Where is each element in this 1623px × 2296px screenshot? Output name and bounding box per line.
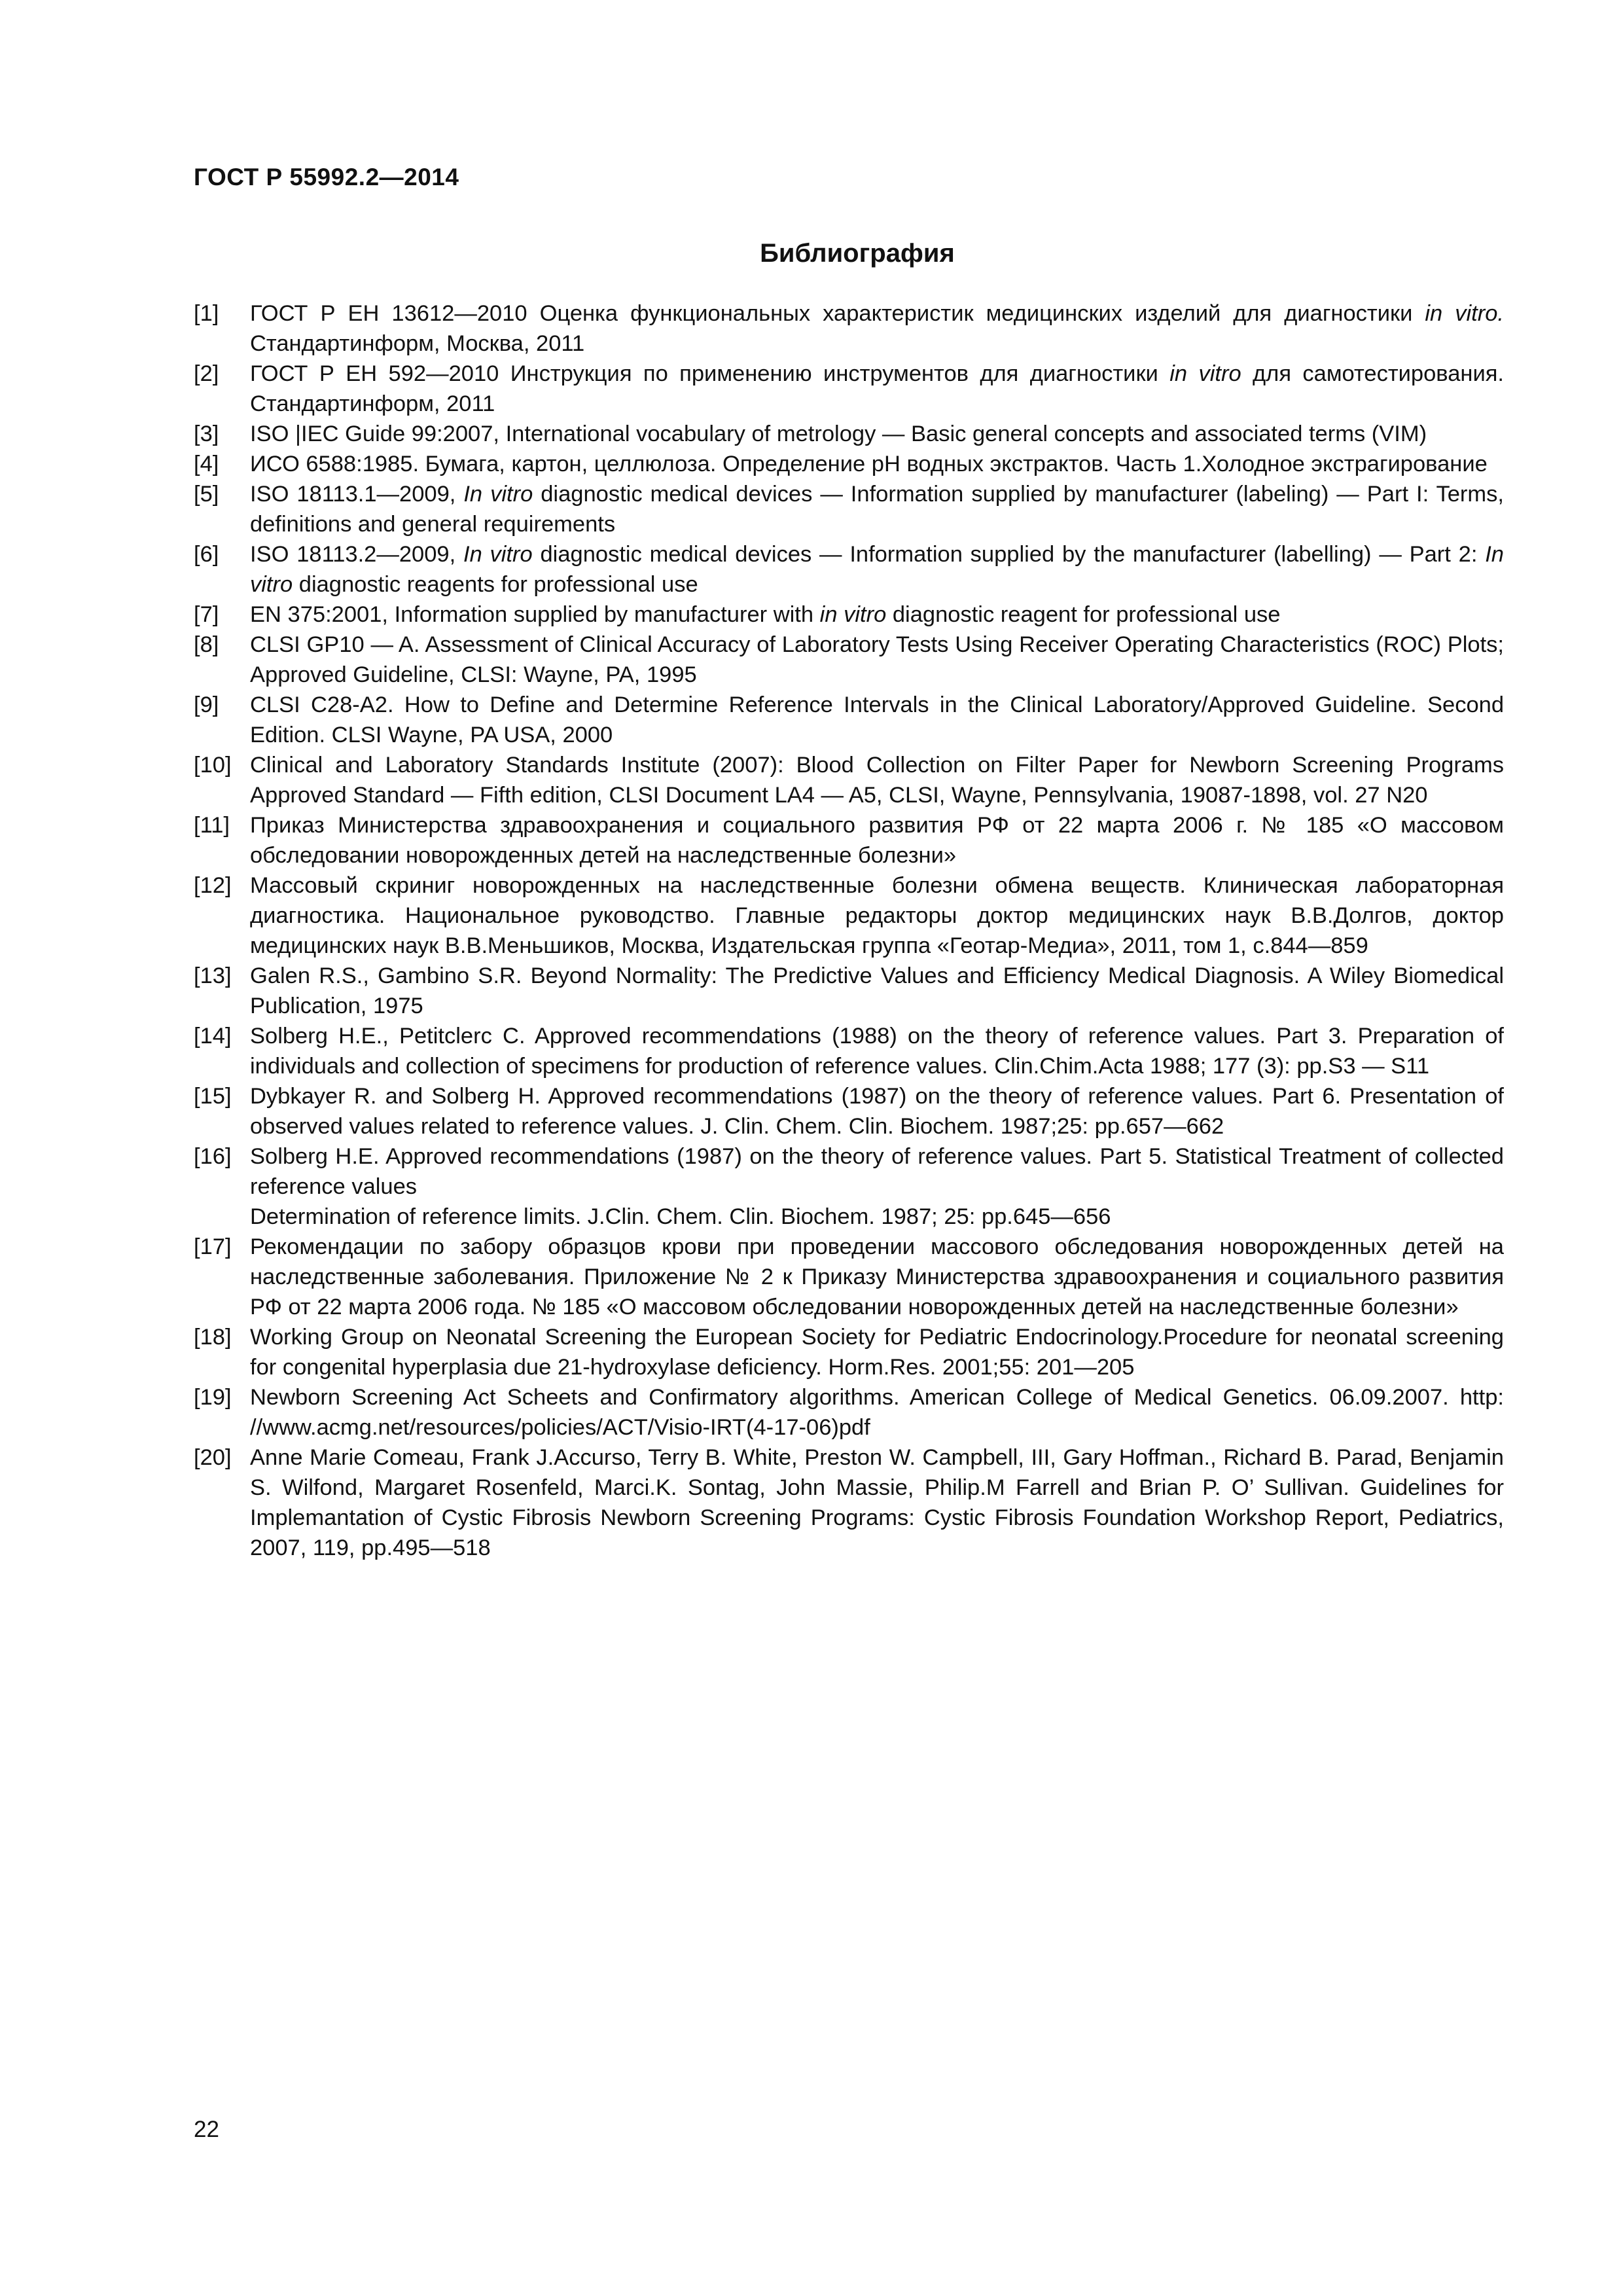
reference-number: [19] <box>194 1385 232 1410</box>
reference-number: [5] <box>194 482 219 507</box>
reference-number: [14] <box>194 1024 232 1049</box>
reference-text: CLSI GP10 — A. Assessment of Clinical Accuracy of Laboratory Tests Using Receiver Operating Characteristics (ROC) Plots; Approved Guideline, CLSI: Wayne, PA, 1995 <box>250 632 1504 687</box>
bibliography-entry <box>194 1081 1504 1141</box>
bibliography-entry <box>194 630 1504 690</box>
reference-number: [20] <box>194 1445 232 1470</box>
reference-number: [4] <box>194 452 219 476</box>
reference-text: Solberg H.E., Petitclerc C. Approved recommendations (1988) on the theory of reference values. Part 3. Preparation of individuals and collection of specimens for production of reference values. Clin.Chim.Acta 1988; 177 (3): pp.S3 — S11 <box>250 1024 1504 1079</box>
bibliography-entry <box>194 1021 1504 1081</box>
reference-number: [11] <box>194 813 230 838</box>
bibliography-entry <box>194 961 1504 1021</box>
reference-number: [16] <box>194 1144 232 1169</box>
bibliography-entry <box>194 1443 1504 1563</box>
bibliography-entry <box>194 449 1504 479</box>
bibliography-list <box>194 298 1504 1563</box>
reference-text: Массовый скриниг новорожденных на наследственные болезни обмена веществ. Клиническая лабораторная диагностика. Национальное руководство. Главные редакторы доктор медицинских наук В.В.Долгов, доктор медицинских наук В.В.Меньшиков, Москва, Издательская группа «Геотар-Медиа», 2011, том 1, с.844—859 <box>250 873 1504 958</box>
reference-text: Solberg H.E. Approved recommendations (1987) on the theory of reference values. Part 5. Statistical Treatment of collected reference values Determination of reference limits. J.Clin. Chem. Clin. Biochem. 1987; 25: pp.645—656 <box>250 1144 1504 1229</box>
reference-number: [7] <box>194 602 219 627</box>
bibliography-entry <box>194 298 1504 359</box>
reference-text: ISO |IEC Guide 99:2007, International vocabulary of metrology — Basic general concepts and associated terms (VIM) <box>250 422 1427 446</box>
bibliography-entry <box>194 690 1504 750</box>
reference-number: [10] <box>194 753 232 778</box>
bibliography-entry <box>194 419 1504 449</box>
reference-text: Рекомендации по забору образцов крови при проведении массового обследования новорожденных детей на наследственные заболевания. Приложение № 2 к Приказу Министерства здравоохранения и социального развития РФ от 22 марта 2006 года. № 185 «О массовом обследовании новорожденных детей на наследственные болезни» <box>250 1234 1504 1319</box>
reference-text: Anne Marie Comeau, Frank J.Accurso, Terry B. White, Preston W. Campbell, III, Gary Hoffman., Richard B. Parad, Benjamin S. Wilfond, Margaret Rosenfeld, Marci.K. Sontag, John Massie, Philip.M Farrell and Brian P. O’ Sullivan. Guidelines for Implemantation of Cystic Fibrosis Newborn Screening Programs: Cystic Fibrosis Foundation Workshop Report, Pediatrics, 2007, 119, pp.495—518 <box>250 1445 1504 1560</box>
bibliography-entry <box>194 1141 1504 1232</box>
bibliography-entry <box>194 750 1504 810</box>
page-number: 22 <box>194 2117 219 2142</box>
reference-text: ISO 18113.2—2009, In vitro diagnostic medical devices — Information supplied by the manufacturer (labelling) — Part 2: In vitro diagnostic reagents for professional use <box>250 542 1504 597</box>
bibliography-entry <box>194 539 1504 600</box>
reference-text: Newborn Screening Act Scheets and Confirmatory algorithms. American College of Medical Genetics. 06.09.2007. http: //www.acmg.net/resources/policies/ACT/Visio-IRT(4-17-06)pdf <box>250 1385 1504 1440</box>
bibliography-entry <box>194 870 1504 961</box>
reference-number: [9] <box>194 692 219 717</box>
reference-text: Working Group on Neonatal Screening the European Society for Pediatric Endocrinology.Procedure for neonatal screening for congenital hyperplasia due 21-hydroxylase deficiency. Horm.Res. 2001;55: 201—205 <box>250 1325 1504 1380</box>
document-code-header: ГОСТ Р 55992.2—2014 <box>194 164 459 190</box>
reference-text: Galen R.S., Gambino S.R. Beyond Normality: The Predictive Values and Efficiency Medical Diagnosis. A Wiley Biomedical Publication, 1975 <box>250 963 1504 1018</box>
bibliography-entry <box>194 1322 1504 1382</box>
reference-number: [18] <box>194 1325 232 1350</box>
bibliography-entry <box>194 479 1504 539</box>
reference-number: [15] <box>194 1084 232 1109</box>
reference-number: [3] <box>194 422 219 446</box>
reference-text: CLSI C28-A2. How to Define and Determine Reference Intervals in the Clinical Laboratory/Approved Guideline. Second Edition. CLSI Wayne, PA USA, 2000 <box>250 692 1504 747</box>
bibliography-entry <box>194 810 1504 870</box>
reference-number: [2] <box>194 361 219 386</box>
reference-number: [12] <box>194 873 232 898</box>
reference-text: Clinical and Laboratory Standards Institute (2007): Blood Collection on Filter Paper for Newborn Screening Programs Approved Standard — Fifth edition, CLSI Document LA4 — A5, CLSI, Wayne, Pennsylvania, 19087-1898, vol. 27 N20 <box>250 753 1504 808</box>
reference-text: EN 375:2001, Information supplied by manufacturer with in vitro diagnostic reagent for professional use <box>250 602 1281 627</box>
reference-number: [1] <box>194 301 219 326</box>
reference-text: Приказ Министерства здравоохранения и социального развития РФ от 22 марта 2006 г. № 185 «О массовом обследовании новорожденных детей на наследственные болезни» <box>250 813 1504 868</box>
bibliography-entry <box>194 1232 1504 1322</box>
bibliography-entry <box>194 1382 1504 1443</box>
reference-text: ГОСТ Р ЕН 592—2010 Инструкция по применению инструментов для диагностики in vitro для самотестирования. Стандартинформ, 2011 <box>250 361 1504 416</box>
reference-text: ИСО 6588:1985. Бумага, картон, целлюлоза. Определение рН водных экстрактов. Часть 1.Холодное экстрагирование <box>250 452 1488 476</box>
reference-text: Dybkayer R. and Solberg H. Approved recommendations (1987) on the theory of reference values. Part 6. Presentation of observed values related to reference values. J. Clin. Chem. Clin. Biochem. 1987;25: pp.657—662 <box>250 1084 1504 1139</box>
reference-number: [13] <box>194 963 232 988</box>
section-title: Библиография <box>760 239 955 268</box>
reference-number: [8] <box>194 632 219 657</box>
reference-number: [6] <box>194 542 219 567</box>
bibliography-entry <box>194 600 1504 630</box>
reference-text: ISO 18113.1—2009, In vitro diagnostic medical devices — Information supplied by manufacturer (labeling) — Part I: Terms, definitions and general requirements <box>250 482 1504 537</box>
reference-text: ГОСТ Р ЕН 13612—2010 Оценка функциональных характеристик медицинских изделий для диагностики in vitro. Стандартинформ, Москва, 2011 <box>250 301 1504 356</box>
reference-number: [17] <box>194 1234 232 1259</box>
bibliography-entry <box>194 359 1504 419</box>
